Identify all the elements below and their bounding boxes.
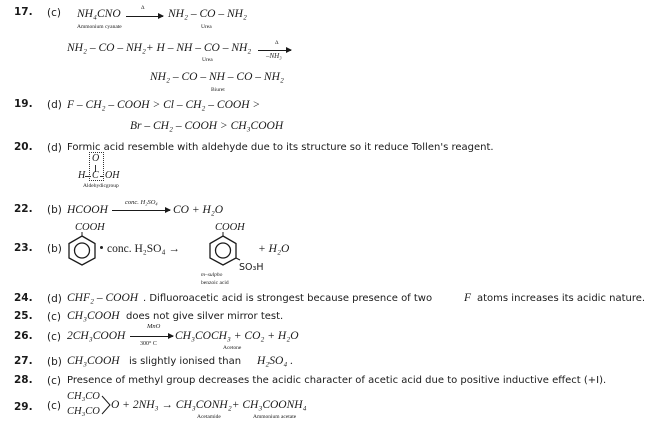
q29-label2: Ammonium acetate bbox=[253, 414, 297, 420]
q17-arrow2-bottom: –NH₃ bbox=[266, 52, 282, 60]
q29-bottom: CH₃CO bbox=[67, 406, 100, 417]
q29-label1: Acetamide bbox=[197, 414, 221, 420]
q26-number: 26. bbox=[14, 330, 33, 342]
q20-struct-c: C bbox=[92, 170, 99, 181]
q22-reactant: HCOOH bbox=[67, 204, 108, 216]
q23-cooh-right: COOH bbox=[215, 222, 245, 233]
q24-option: (d) bbox=[47, 293, 62, 305]
q26-arrow-bottom: 300° C bbox=[140, 341, 157, 347]
q20-struct-h: H bbox=[78, 170, 86, 181]
q25-formula: CH₃COOH bbox=[67, 310, 120, 322]
q17-number: 17. bbox=[14, 6, 33, 18]
q22-option: (b) bbox=[47, 204, 62, 216]
q20-struct-o: O bbox=[92, 153, 100, 164]
q20-text: Formic acid resemble with aldehyde due to its structure so it reduce Tollen's reagent. bbox=[67, 142, 494, 153]
q26-option: (c) bbox=[47, 331, 61, 343]
q26-product: CH₃COCH₃ + CO₂ + H₂O bbox=[175, 330, 299, 342]
q22-arrow bbox=[112, 210, 170, 211]
q24-text-a: . Difluoroacetic acid is strongest because presence of two bbox=[143, 293, 433, 304]
q23-label2: benzoic acid bbox=[201, 280, 229, 286]
q23-plus-water: + H₂O bbox=[258, 243, 290, 255]
q20-struct-label: Aldehydicgroup bbox=[83, 183, 119, 189]
q29-top: CH₃CO bbox=[67, 391, 100, 402]
q29-bracket-icon bbox=[101, 395, 111, 415]
benzene-ring-icon bbox=[205, 232, 241, 266]
q25-option: (c) bbox=[47, 311, 61, 323]
q29-equation: O + 2NH₃ → CH₃CONH₂+ CH₃COONH₄ bbox=[111, 399, 307, 411]
q17-line2-label: Urea bbox=[202, 57, 213, 63]
q27-formula2: H₂SO₄ . bbox=[257, 355, 294, 367]
q23-so3h: SO₃H bbox=[239, 262, 264, 273]
q24-formula: CHF₂ – COOH bbox=[67, 292, 139, 304]
q26-arrow-top: MnO bbox=[147, 323, 161, 330]
q17-reactant-label: Ammonium cyanate bbox=[77, 24, 122, 30]
q26-reactant: 2CH₃COOH bbox=[67, 330, 126, 342]
q19-line1: F – CH₂ – COOH > Cl – CH₂ – COOH > bbox=[67, 99, 261, 111]
q27-number: 27. bbox=[14, 355, 33, 367]
q22-product: CO + H₂O bbox=[173, 204, 224, 216]
q19-option: (d) bbox=[47, 99, 62, 111]
q17-arrow-top: Δ bbox=[141, 5, 145, 11]
q27-text: is slightly ionised than bbox=[129, 356, 242, 367]
q17-line2: NH₂ – CO – NH₂+ H – NH – CO – NH₂ bbox=[67, 42, 252, 54]
q17-line3-label: Biuret bbox=[211, 87, 225, 93]
q20-option: (d) bbox=[47, 142, 62, 154]
q27-formula: CH₃COOH bbox=[67, 355, 120, 367]
q17-arrow bbox=[126, 16, 163, 17]
q25-number: 25. bbox=[14, 310, 33, 322]
q25-text: does not give silver mirror test. bbox=[126, 311, 284, 322]
q23-dot bbox=[100, 246, 103, 249]
q23-option: (b) bbox=[47, 243, 62, 255]
q28-option: (c) bbox=[47, 375, 61, 387]
q17-product: NH₂ – CO – NH₂ bbox=[168, 8, 247, 20]
q23-reagent: conc. H₂SO₄ → bbox=[107, 243, 180, 255]
q20-struct-oh: OH bbox=[105, 170, 120, 181]
benzene-ring-icon bbox=[64, 232, 100, 266]
q17-option: (c) bbox=[47, 7, 61, 19]
q22-number: 22. bbox=[14, 203, 33, 215]
q22-arrow-top: conc. H₂SO₄ bbox=[125, 199, 158, 206]
q19-number: 19. bbox=[14, 98, 33, 110]
q17-line3: NH₂ – CO – NH – CO – NH₂ bbox=[150, 71, 284, 83]
q24-number: 24. bbox=[14, 292, 33, 304]
q20-number: 20. bbox=[14, 141, 33, 153]
q24-text-b: atoms increases its acidic nature. bbox=[477, 293, 646, 304]
q23-number: 23. bbox=[14, 242, 33, 254]
q17-arrow2 bbox=[258, 50, 291, 51]
q20-bond-h bbox=[85, 176, 91, 177]
q29-option: (c) bbox=[47, 400, 61, 412]
q20-bond-oh bbox=[100, 176, 104, 177]
q29-number: 29. bbox=[14, 401, 33, 413]
q28-text: Presence of methyl group decreases the acidic character of acetic acid due to positive inductive effect (+I). bbox=[67, 375, 607, 386]
q27-option: (b) bbox=[47, 356, 62, 368]
q24-f-symbol: F bbox=[464, 292, 472, 304]
q17-arrow2-top: Δ bbox=[275, 40, 279, 46]
q19-line2: Br – CH₂ – COOH > CH₃COOH bbox=[130, 120, 284, 132]
q17-product-label: Urea bbox=[201, 24, 212, 30]
q26-arrow bbox=[130, 336, 173, 337]
q23-cooh-left: COOH bbox=[75, 222, 105, 233]
q23-label1: m–sulpho bbox=[201, 272, 223, 278]
q28-number: 28. bbox=[14, 374, 33, 386]
q26-product-label: Acetone bbox=[223, 345, 242, 351]
q17-reactant: NH₄CNO bbox=[77, 8, 121, 20]
